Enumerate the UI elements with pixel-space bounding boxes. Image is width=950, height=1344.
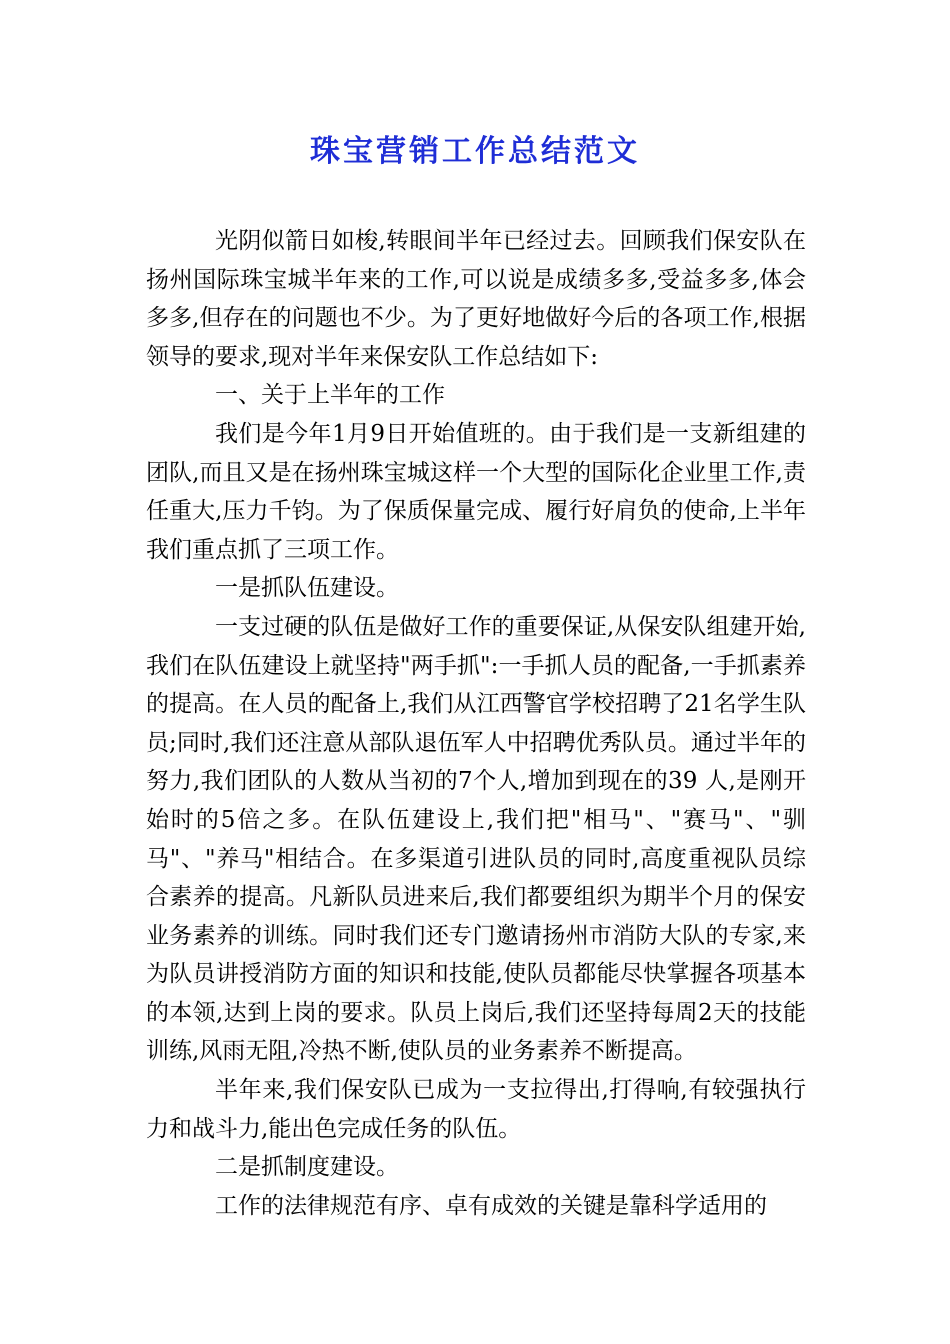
paragraph-start: 我们是今年1月9日开始值班的。由于我们是一支新组建的团队,而且又是在扬州珠宝城这样一个大型的国际化企业里工作,责任重大,压力千钧。为了保质保量完成、履行好肩负的使命,上半年我们重点抓了三项工作。 bbox=[146, 420, 806, 563]
paragraph-system-building: 工作的法律规范有序、卓有成效的关键是靠科学适用的 bbox=[215, 1192, 767, 1219]
section-heading-first-half-work: 一、关于上半年的工作 bbox=[215, 382, 445, 409]
document-body bbox=[146, 222, 806, 1225]
subheading-team-building: 一是抓队伍建设。 bbox=[215, 575, 399, 602]
subheading-system-building: 二是抓制度建设。 bbox=[215, 1154, 399, 1181]
paragraph-team-result: 半年来,我们保安队已成为一支拉得出,打得响,有较强执行力和战斗力,能出色完成任务的队伍。 bbox=[146, 1077, 806, 1142]
paragraph-intro: 光阴似箭日如梭,转眼间半年已经过去。回顾我们保安队在扬州国际珠宝城半年来的工作,可以说是成绩多多,受益多多,体会多多,但存在的问题也不少。为了更好地做好今后的各项工作,根据领导的要求,现对半年来保安队工作总结如下: bbox=[146, 228, 806, 370]
document-title: 珠宝营销工作总结范文 bbox=[310, 134, 640, 169]
paragraph-team-building: 一支过硬的队伍是做好工作的重要保证,从保安队组建开始,我们在队伍建设上就坚持"两手抓":一手抓人员的配备,一手抓素养的提高。在人员的配备上,我们从江西警官学校招聘了21名学生队员;同时,我们还注意从部队退伍军人中招聘优秀队员。通过半年的努力,我们团队的人数从当初的7个人,增加到现在的39 人,是刚开始时的5倍之多。在队伍建设上,我们把"相马"、"赛马"、"驯马"、"养马"相结合。在多渠道引进队员的同时,高度重视队员综合素养的提高。凡新队员进来后,我们都要组织为期半个月的保安业务素养的训练。同时我们还专门邀请扬州市消防大队的专家,来为队员讲授消防方面的知识和技能,使队员都能尽快掌握各项基本的本领,达到上岗的要求。队员上岗后,我们还坚持每周2天的技能训练,风雨无阻,冷热不断,使队员的业务素养不断提高。 bbox=[146, 613, 806, 1065]
